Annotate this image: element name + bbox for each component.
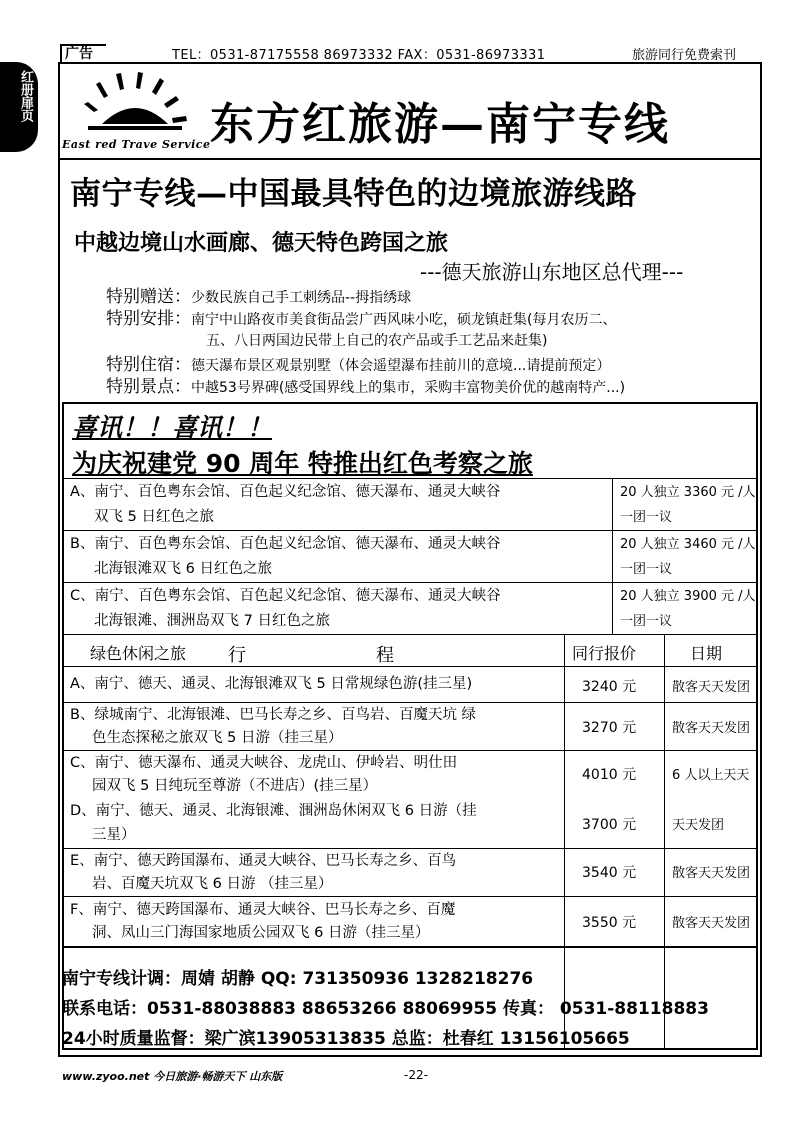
footer-site: www.zyoo.net 今日旅游·畅游天下 山东版 <box>62 1070 283 1083</box>
table-row: C、南宁、德天瀑布、通灵大峡谷、龙虎山、伊岭岩、明仕田 园双飞 5 日纯玩至尊游（不进店）(挂三星） D、南宁、德天、通灵、北海银滩、涠洲岛休闲双飞 6 日游（挂 三星） 4010 元 6 人以上天天 3700 元 天天发团 <box>64 750 756 848</box>
agent-line: ---德天旅游山东地区总代理--- <box>420 260 684 284</box>
red-tour-title: 为庆祝建党 90 周年 特推出红色考察之旅 <box>72 449 533 478</box>
good-news: 喜讯！！喜讯！！ <box>72 413 273 442</box>
table-row: B、绿城南宁、北海银滩、巴马长寿之乡、百鸟岩、百魔天坑 绿 色生态探秘之旅双飞 5 日游（挂三星） 3270 元 散客天天发团 <box>64 702 756 750</box>
contact-line: 24小时质量监督：梁广滨13905313835 总监：杜春红 13156105665 <box>62 1029 630 1049</box>
logo-text: East red Trave Service <box>62 138 211 151</box>
contact-line: 南宁专线计调：周婧 胡静 QQ: 731350936 1328218276 <box>62 969 534 989</box>
tel-fax: TEL：0531-87175558 86973332 FAX：0531-86973331 <box>172 48 546 63</box>
divider <box>58 158 762 160</box>
table-row: C、南宁、百色粤东会馆、百色起义纪念馆、德天瀑布、通灵大峡谷 北海银滩、涠洲岛双飞 7 日红色之旅 20 人独立 3900 元 /人 一团一议 <box>64 582 756 634</box>
table-row: A、南宁、德天、通灵、北海银滩双飞 5 日常规绿色游(挂三星) 3240 元 散客天天发团 <box>64 666 756 702</box>
table-row: B、南宁、百色粤东会馆、百色起义纪念馆、德天瀑布、通灵大峡谷 北海银滩双飞 6 日红色之旅 20 人独立 3460 元 /人 一团一议 <box>64 530 756 582</box>
specials-list <box>106 286 756 398</box>
table-row: A、南宁、百色粤东会馆、百色起义纪念馆、德天瀑布、通灵大峡谷 双飞 5 日红色之旅 20 人独立 3360 元 /人 一团一议 <box>64 478 756 530</box>
special-item: 特别安排：南宁中山路夜市美食街品尝广西风味小吃，硕龙镇赶集(每月农历二、 <box>106 309 617 329</box>
sun-logo-icon <box>80 72 190 138</box>
special-item: 五、八日两国边民带上自己的农产品或手工艺品来赶集) <box>206 333 548 349</box>
subtitle: 中越边境山水画廊、德天特色跨国之旅 <box>74 231 449 256</box>
headline: 南宁专线—中国最具特色的边境旅游线路 <box>70 176 637 212</box>
page-number: -22- <box>404 1068 428 1082</box>
brand-title: 东方红旅游—南宁专线 <box>210 99 670 150</box>
table-row: F、南宁、德天跨国瀑布、通灵大峡谷、巴马长寿之乡、百魔 洞、凤山三门海国家地质公园双飞 6 日游（挂三星） 3550 元 散客天天发团 <box>64 896 756 948</box>
special-item: 特别景点：中越53号界碑(感受国界线上的集市，采购丰富物美价优的越南特产...) <box>106 377 626 397</box>
table-row: E、南宁、德天跨国瀑布、通灵大峡谷、巴马长寿之乡、百鸟 岩、百魔天坑双飞 6 日游 （挂三星） 3540 元 散客天天发团 <box>64 848 756 896</box>
special-item: 特别住宿：德天瀑布景区观景别墅（体会遥望瀑布挂前川的意境...请提前预定） <box>106 355 611 375</box>
magazine-tagline: 旅游同行免费索刊 <box>632 48 737 63</box>
table-header: 绿色休闲之旅 行 程 同行报价 日期 <box>64 634 756 666</box>
contact-line: 联系电话：0531-88038883 88653266 88069955 传真： 0531-88118883 <box>62 999 709 1019</box>
side-tab: 红册扉页 <box>0 62 38 152</box>
special-item: 特别赠送：少数民族自己手工刺绣品--拇指绣球 <box>106 287 412 307</box>
ad-label: 广告 <box>60 44 106 64</box>
